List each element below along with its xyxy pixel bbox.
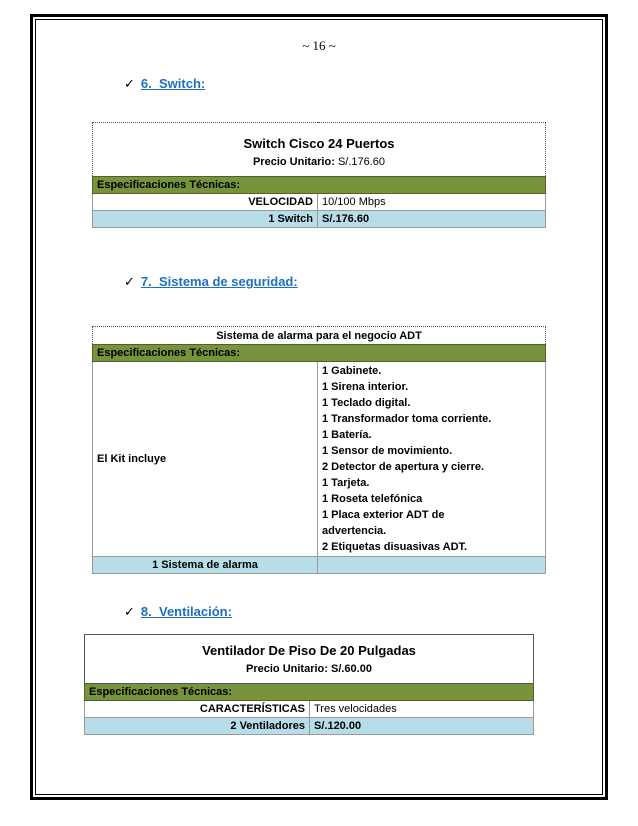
section-title: Ventilación: xyxy=(158,604,232,619)
kit-item: 1 Gabinete. xyxy=(322,365,382,377)
product-name: Ventilador De Piso De 20 Pulgadas xyxy=(202,643,416,658)
total-value xyxy=(318,557,546,574)
kit-item: 1 Teclado digital. xyxy=(322,397,411,409)
spec-value: Tres velocidades xyxy=(310,701,534,718)
section-heading-ventilation xyxy=(124,604,232,620)
section-title: Sistema de seguridad: xyxy=(158,274,298,289)
price-label: Precio Unitario: xyxy=(246,663,328,675)
total-label: 1 Sistema de alarma xyxy=(93,557,318,574)
security-table xyxy=(92,326,546,574)
section-number: 7. xyxy=(140,274,152,289)
switch-table xyxy=(92,122,546,228)
total-value: S/.120.00 xyxy=(310,718,534,735)
specs-header: Especificaciones Técnicas: xyxy=(85,684,534,701)
specs-header: Especificaciones Técnicas: xyxy=(93,177,546,194)
kit-item: 2 Etiquetas disuasivas ADT. xyxy=(322,541,468,553)
unit-price xyxy=(97,156,541,168)
ventilation-table xyxy=(84,634,534,735)
price-value: S/.176.60 xyxy=(337,156,386,168)
kit-item: 2 Detector de apertura y cierre. xyxy=(322,461,485,473)
kit-item: 1 Placa exterior ADT de xyxy=(322,509,445,521)
total-label: 1 Switch xyxy=(93,211,318,228)
price-label: Precio Unitario: xyxy=(252,156,335,168)
kit-item: 1 Transformador toma corriente. xyxy=(322,413,492,425)
kit-item: 1 Sensor de movimiento. xyxy=(322,445,453,457)
section-number: 6. xyxy=(140,76,152,91)
spec-label: VELOCIDAD xyxy=(93,194,318,211)
price-value: S/.60.00 xyxy=(330,663,372,675)
switch-title-cell xyxy=(93,123,546,177)
page-number: ~ 16 ~ xyxy=(302,38,336,53)
kit-item: 1 Sirena interior. xyxy=(322,381,409,393)
kit-label: El Kit incluye xyxy=(93,362,318,557)
kit-item: advertencia. xyxy=(322,525,387,537)
checkmark-icon: ✓ xyxy=(124,76,135,91)
kit-item: 1 Roseta telefónica xyxy=(322,493,423,505)
section-number: 8. xyxy=(140,604,152,619)
unit-price xyxy=(89,663,529,675)
checkmark-icon: ✓ xyxy=(124,604,135,619)
section-heading-security xyxy=(124,274,298,290)
product-name: Sistema de alarma para el negocio ADT xyxy=(93,327,546,345)
specs-header: Especificaciones Técnicas: xyxy=(93,345,546,362)
section-heading-switch xyxy=(124,76,205,92)
total-label: 2 Ventiladores xyxy=(85,718,310,735)
ventilation-title-cell xyxy=(85,635,534,684)
checkmark-icon: ✓ xyxy=(124,274,135,289)
spec-label: CARACTERÍSTICAS xyxy=(85,701,310,718)
total-value: S/.176.60 xyxy=(318,211,546,228)
kit-item: 1 Batería. xyxy=(322,429,372,441)
kit-items xyxy=(318,362,546,557)
product-name: Switch Cisco 24 Puertos xyxy=(243,136,395,151)
section-title: Switch: xyxy=(158,76,206,91)
kit-item: 1 Tarjeta. xyxy=(322,477,370,489)
spec-value: 10/100 Mbps xyxy=(318,194,546,211)
